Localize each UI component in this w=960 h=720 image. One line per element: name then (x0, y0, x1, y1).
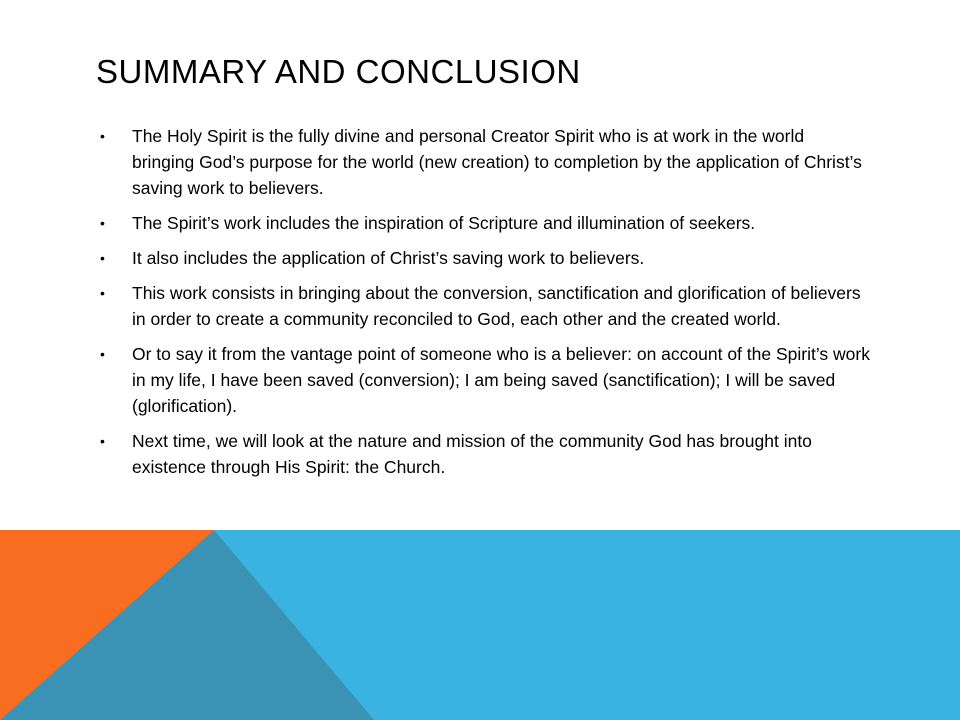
bullet-dot: • (100, 433, 105, 449)
bullet-item (100, 123, 870, 201)
bullet-item (100, 280, 870, 332)
bullet-text: This work consists in bringing about the conversion, sanctification and glorification of believers in order to create a community reconciled to God, each other and the created world. (132, 283, 861, 329)
bullet-text: Next time, we will look at the nature and mission of the community God has brought into existence through His Spirit: the Church. (132, 431, 812, 477)
decorative-footer-band (0, 530, 960, 720)
bullet-text: It also includes the application of Christ’s saving work to believers. (132, 248, 645, 268)
bullet-dot: • (100, 346, 105, 362)
bullet-dot: • (100, 128, 105, 144)
bullet-text: The Holy Spirit is the fully divine and personal Creator Spirit who is at work in the world bringing God’s purpose for the world (new creation) to completion by the application of Christ’s saving work to believers. (132, 126, 862, 198)
bullet-item (100, 428, 870, 480)
bullet-dot: • (100, 215, 105, 231)
bullet-item (100, 245, 870, 271)
slide-title: SUMMARY AND CONCLUSION (96, 53, 581, 90)
bullet-dot: • (100, 285, 105, 301)
bullet-dot: • (100, 250, 105, 266)
bullet-text: The Spirit’s work includes the inspiration of Scripture and illumination of seekers. (132, 213, 756, 233)
bullet-text: Or to say it from the vantage point of someone who is a believer: on account of the Spirit’s work in my life, I have been saved (conversion); I am being saved (sanctification); I will be saved (glorification). (132, 344, 870, 416)
bullet-item (100, 341, 870, 419)
bullet-list (100, 123, 870, 489)
bullet-item (100, 210, 870, 236)
